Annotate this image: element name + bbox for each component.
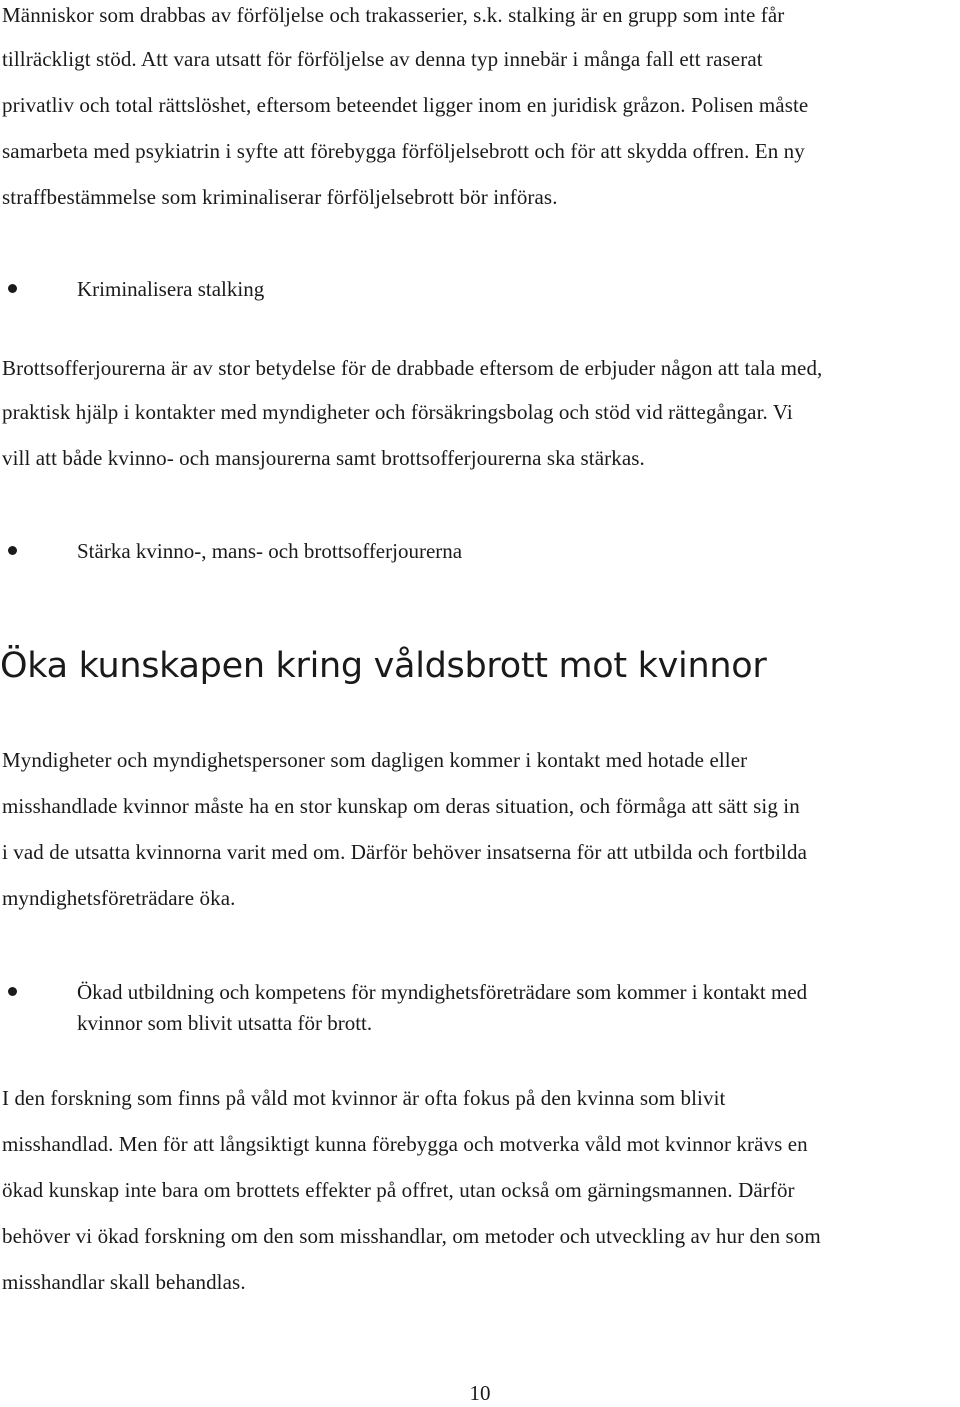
paragraph-line: Myndigheter och myndighetspersoner som dagligen kommer i kontakt med hotade eller — [2, 748, 748, 772]
paragraph-line: straffbestämmelse som kriminaliserar förföljelsebrott bör införas. — [2, 185, 558, 209]
bullet-dot-icon — [8, 284, 17, 293]
paragraph-line: praktisk hjälp i kontakter med myndigheter och försäkringsbolag och stöd vid rättegångar. Vi — [2, 400, 793, 424]
paragraph-line: tillräckligt stöd. Att vara utsatt för förföljelse av denna typ innebär i många fall ett raserat — [2, 47, 763, 71]
bullet-text-line: Ökad utbildning och kompetens för myndighetsföreträdare som kommer i kontakt med — [77, 980, 808, 1004]
bullet-text: Stärka kvinno-, mans- och brottsofferjourerna — [77, 539, 463, 563]
paragraph-line: misshandlar skall behandlas. — [2, 1270, 246, 1294]
bullet-text: Kriminalisera stalking — [77, 277, 265, 301]
paragraph-line: misshandlade kvinnor måste ha en stor kunskap om deras situation, och förmåga att sätt sig in — [2, 794, 800, 818]
paragraph-line: i vad de utsatta kvinnorna varit med om. Därför behöver insatserna för att utbilda och fortbilda — [2, 840, 808, 864]
paragraph-line: I den forskning som finns på våld mot kvinnor är ofta fokus på den kvinna som blivit — [2, 1086, 726, 1110]
paragraph-line: behöver vi ökad forskning om den som misshandlar, om metoder och utveckling av hur den som — [2, 1224, 821, 1248]
paragraph-line: ökad kunskap inte bara om brottets effekter på offret, utan också om gärningsmannen. Därför — [2, 1178, 795, 1202]
bullet-dot-icon — [8, 546, 17, 555]
page-number: 10 — [469, 1381, 491, 1405]
paragraph-line: vill att både kvinno- och mansjourerna samt brottsofferjourerna ska stärkas. — [2, 446, 645, 470]
bullet-dot-icon — [8, 987, 17, 996]
section-heading: Öka kunskapen kring våldsbrott mot kvinnor — [0, 646, 767, 686]
paragraph-line: samarbeta med psykiatrin i syfte att förebygga förföljelsebrott och för att skydda offren. En ny — [2, 139, 805, 163]
bullet-text-line: kvinnor som blivit utsatta för brott. — [77, 1011, 373, 1035]
paragraph-line: privatliv och total rättslöshet, eftersom beteendet ligger inom en juridisk gråzon. Polisen måste — [2, 93, 809, 117]
paragraph-line: Brottsofferjourerna är av stor betydelse för de drabbade eftersom de erbjuder någon att tala med, — [2, 356, 823, 380]
paragraph-line: Människor som drabbas av förföljelse och trakasserier, s.k. stalking är en grupp som inte får — [2, 3, 785, 27]
paragraph-line: misshandlad. Men för att långsiktigt kunna förebygga och motverka våld mot kvinnor krävs en — [2, 1132, 808, 1156]
paragraph-line: myndighetsföreträdare öka. — [2, 886, 236, 910]
